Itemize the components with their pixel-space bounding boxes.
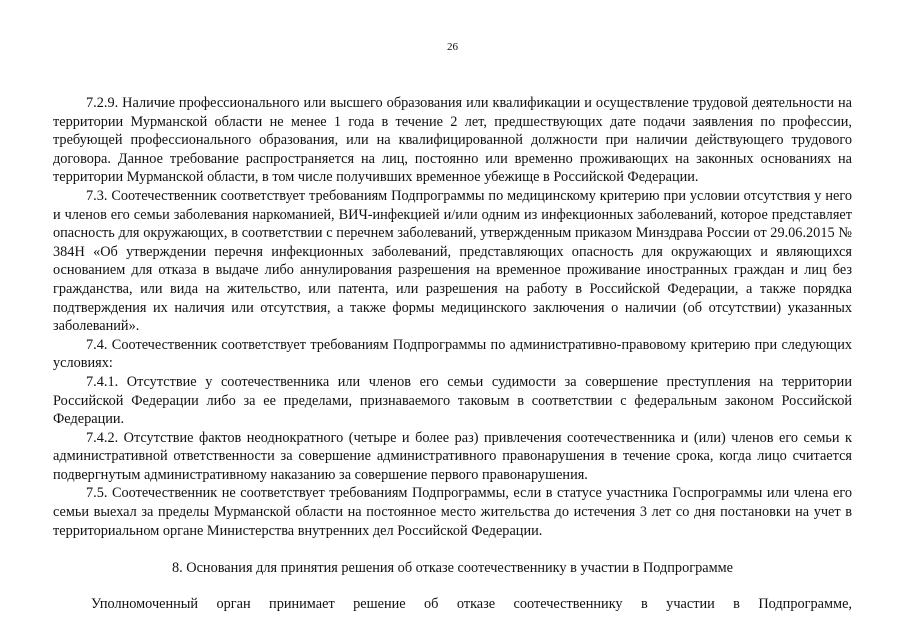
paragraph-7-4-1: 7.4.1. Отсутствие у соотечественника или членов его семьи судимости за совершение преступления на территории Российской Федерации либо за ее пределами, признаваемого таковым в соответствии с федеральным законом Российской Федерации. (53, 373, 852, 428)
paragraph-7-4-2: 7.4.2. Отсутствие фактов неоднократного (четыре и более раз) привлечения соотечественника и (или) членов его семьи к административной ответственности за совершение административного правонарушения в течение срока, когда лицо считается подвергнутым административному наказанию за совершение первого правонарушения. (53, 429, 852, 483)
paragraph-7-5: 7.5. Соотечественник не соответствует требованиям Подпрограммы, если в статусе участника Госпрограммы или члена его семьи выехал за пределы Мурманской области на постоянное место жительства до истечения 3 лет со дня постановки на учет в территориальном органе Министерства внутренних дел Российской Федерации. (53, 485, 852, 539)
paragraph-7-3: 7.3. Соотечественник соответствует требованиям Подпрограммы по медицинскому критерию при условии отсутствия у него и членов его семьи заболевания наркоманией, ВИЧ-инфекцией и/или одним из инфекционных заболеваний, которое представляет опасность для окружающих, в соответствии с перечнем заболеваний, утвержденным приказом Минздрава России от 29.06.2015 № 384Н «Об утверждении перечня инфекционных заболеваний, представляющих опасность для окружающих и являющихся основанием для отказа в выдаче либо аннулирования разрешения на временное проживание иностранных граждан и лиц без гражданства, или вида на жительство, или патента, или разрешения на работу в Российской Федерации, а также порядка подтверждения их наличия или отсутствия, а также формы медицинского заключения о наличии (об отсутствии) указанных заболеваний». (53, 187, 852, 335)
paragraph-7-2-9: 7.2.9. Наличие профессионального или высшего образования или квалификации и осуществление трудовой деятельности на территории Мурманской области не менее 1 года в течение 2 лет, предшествующих дате подачи заявления по профессии, требующей профессионального образования, или на квалифицированной должности при наличии действующего трудового договора. Данное требование распространяется на лиц, постоянно или временно проживающих на законных основаниях на территории Мурманской области, в том числе получивших временное убежище в Российской Федерации. (53, 95, 852, 186)
document-body (53, 94, 852, 613)
section-heading: 8. Основания для принятия решения об отказе соотечественнику в участии в Подпрограмме (171, 560, 734, 577)
paragraph-7-4: 7.4. Соотечественник соответствует требованиям Подпрограммы по административно-правовому критерию при следующих условиях: (53, 336, 852, 372)
paragraph-8-intro: Уполномоченный орган принимает решение об отказе соотечественнику в участии в Подпрограмме, (91, 595, 852, 612)
page-number: 26 (447, 41, 458, 53)
